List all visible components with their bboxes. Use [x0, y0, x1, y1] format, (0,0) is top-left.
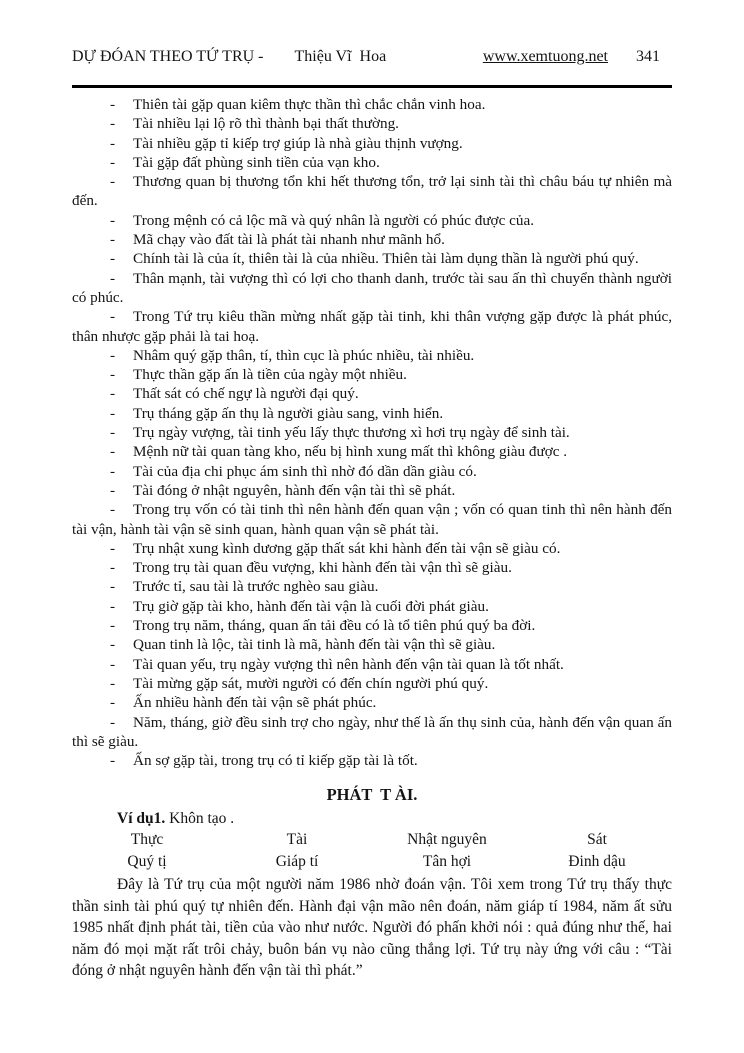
author-name: Thiệu Vĩ Hoa [294, 48, 387, 65]
page-header [72, 46, 672, 68]
list-item [72, 500, 672, 539]
list-item-text: Thất sát có chế ngự là người đại quý. [133, 385, 359, 403]
list-item-text: Trong trụ năm, tháng, quan ấn tải đều có là tổ tiên phú quý ba đời. [133, 617, 536, 635]
dash-bullet: - [110, 269, 116, 287]
pillar-value: Tân hợi [422, 853, 472, 871]
dash-bullet: - [110, 713, 116, 731]
dash-bullet: - [110, 346, 116, 364]
list-item [72, 751, 672, 770]
list-item [72, 423, 672, 442]
pillar-role: Sát [587, 831, 607, 849]
pillar-value: Đinh dậu [568, 853, 626, 871]
dash-bullet: - [110, 250, 116, 268]
list-item [72, 693, 672, 712]
list-item-text: Tài quan yếu, trụ ngày vượng thì nên hành đến vận tài quan là tốt nhất. [133, 655, 564, 673]
dash-bullet: - [110, 366, 116, 384]
page-number: 341 [636, 48, 660, 65]
list-item-text: Quan tinh là lộc, tài tinh là mã, hành đến tài vận thì sẽ giàu. [133, 636, 496, 654]
list-item-text: Trong trụ vốn có tài tinh thì nên hành đến quan vận ; vốn có quan tinh thì nên hành đến tài vận, hành tài vận sẽ sinh quan, hành quan vận sẽ phát tài. [72, 501, 672, 538]
pillar-value: Giáp tí [275, 853, 319, 871]
dash-bullet: - [110, 559, 116, 577]
dash-bullet: - [110, 578, 116, 596]
list-item-text: Thương quan bị thương tổn khi hết thương tổn, trở lại sinh tài thì châu báu tự nhiên mà đến. [72, 173, 672, 210]
list-item [72, 481, 672, 500]
dash-bullet: - [110, 443, 116, 461]
list-item [72, 346, 672, 365]
list-item-text: Thực thần gặp ấn là tiền của ngày một nhiều. [133, 366, 407, 384]
pillar-table [72, 829, 672, 873]
list-item [72, 674, 672, 693]
example-text: Khôn tạo . [165, 810, 235, 828]
list-item [72, 230, 672, 249]
dash-bullet: - [110, 424, 116, 442]
dash-bullet: - [110, 539, 116, 557]
dash-bullet: - [110, 115, 116, 133]
book-title: DỰ ĐÓAN THEO TỨ TRỤ - [72, 48, 264, 65]
dash-bullet: - [110, 481, 116, 499]
list-item [72, 539, 672, 558]
list-item-text: Tài nhiều gặp tỉ kiếp trợ giúp là nhà giàu thịnh vượng. [133, 134, 463, 152]
example-label: Ví dụ1. [117, 810, 166, 828]
list-item [72, 211, 672, 230]
list-item-text: Mệnh nữ tài quan tàng kho, nếu bị hình xung mất thì không giàu được . [133, 443, 568, 461]
list-item-text: Thân mạnh, tài vượng thì có lợi cho thanh danh, trước tài sau ấn thì chuyển thành người có phúc. [72, 269, 672, 306]
dash-bullet: - [110, 462, 116, 480]
pillar-value: Quý tị [127, 853, 167, 871]
list-item [72, 713, 672, 752]
list-item [72, 365, 672, 384]
list-item [72, 597, 672, 616]
dash-bullet: - [110, 617, 116, 635]
dash-bullet: - [110, 501, 116, 519]
dash-bullet: - [110, 404, 116, 422]
list-item [72, 577, 672, 596]
dash-bullet: - [110, 385, 116, 403]
pillar-role: Tài [286, 831, 308, 849]
dash-bullet: - [110, 636, 116, 654]
list-item-text: Trong trụ tài quan đều vượng, khi hành đến tài vận thì sẽ giàu. [133, 559, 512, 577]
dash-bullet: - [110, 674, 116, 692]
dash-bullet: - [110, 96, 116, 113]
list-item-text: Trong Tứ trụ kiêu thần mừng nhất gặp tài tinh, khi thân vượng gặp được là phát phúc, thân nhược gặp phải là tai hoạ. [72, 308, 672, 345]
website-link[interactable]: www.xemtuong.net [482, 48, 608, 65]
list-item [72, 134, 672, 153]
list-item [72, 384, 672, 403]
section-heading: PHÁT T ÀI. [326, 785, 418, 805]
list-item [72, 442, 672, 461]
list-item-text: Mã chạy vào đất tài là phát tài nhanh như mãnh hổ. [133, 231, 445, 249]
example-line [117, 808, 672, 829]
list-item [72, 153, 672, 172]
list-item-text: Trước tỉ, sau tài là trước nghèo sau giàu. [133, 578, 379, 596]
list-item-text: Chính tài là của ít, thiên tài là của nhiều. Thiên tài làm dụng thần là người phú quý. [133, 250, 639, 268]
statement-list [72, 95, 672, 770]
dash-bullet: - [110, 134, 116, 152]
list-item [72, 655, 672, 674]
dash-bullet: - [110, 597, 116, 615]
list-item-text: Ấn nhiều hành đến tài vận sẽ phát phúc. [133, 694, 377, 712]
dash-bullet: - [110, 694, 116, 712]
list-item-text: Tài của địa chi phục ám sinh thì nhờ đó dần dần giàu có. [133, 462, 477, 480]
list-item [72, 558, 672, 577]
list-item-text: Ấn sợ gặp tài, trong trụ có tỉ kiếp gặp tài là tốt. [133, 752, 418, 770]
header-divider [72, 85, 672, 88]
dash-bullet: - [110, 211, 116, 229]
dash-bullet: - [110, 231, 116, 249]
list-item [72, 307, 672, 346]
list-item [72, 462, 672, 481]
pillar-role: Nhật nguyên [407, 831, 487, 849]
list-item-text: Trụ nhật xung kình dương gặp thất sát khi hành đến tài vận sẽ giàu có. [133, 539, 561, 557]
pillar-role: Thực [130, 831, 164, 849]
list-item [72, 616, 672, 635]
list-item-text: Trụ tháng gặp ấn thụ là người giàu sang, vinh hiển. [133, 404, 444, 422]
list-item-text: Trụ ngày vượng, tài tinh yếu lấy thực thương xì hơi trụ ngày để sinh tài. [133, 424, 570, 442]
dash-bullet: - [110, 308, 116, 326]
list-item [72, 95, 672, 114]
dash-bullet: - [110, 752, 116, 770]
list-item [72, 635, 672, 654]
list-item-text: Tài nhiều lại lộ rõ thì thành bại thất thường. [133, 115, 399, 133]
list-item-text: Thiên tài gặp quan kiêm thực thần thì chắc chắn vinh hoa. [133, 96, 486, 113]
list-item [72, 114, 672, 133]
dash-bullet: - [110, 173, 116, 191]
dash-bullet: - [110, 153, 116, 171]
list-item [72, 249, 672, 268]
list-item-text: Trụ giờ gặp tài kho, hành đến tài vận là cuối đời phát giàu. [133, 597, 489, 615]
list-item-text: Năm, tháng, giờ đều sinh trợ cho ngày, như thế là ấn thụ sinh của, hành đến vận quan ấn thì sẽ giàu. [72, 713, 672, 750]
list-item-text: Nhâm quý gặp thân, tí, thìn cục là phúc nhiều, tài nhiều. [133, 346, 475, 364]
list-item-text: Tài đóng ở nhật nguyên, hành đến vận tài thì sẽ phát. [133, 481, 456, 499]
dash-bullet: - [110, 655, 116, 673]
analysis-paragraph: Đây là Tứ trụ của một người năm 1986 nhờ đoán vận. Tôi xem trong Tứ trụ thấy thực thần sinh tài phú quý tự nhiên đến. Hành đại vận mão nên đoán, năm giáp tí 1984, năm ất sửu 1985 nhất định phát tài, tiền của vào như nước. Người đó phấn khởi nói : quả đúng như thế, hai năm đó mọi mặt rất trôi chảy, buôn bán vụ nào cũng thắng lợi. Tứ trụ này ứng với câu : “Tài đóng ở nhật nguyên hành đến vận tài thì phát.” [72, 876, 672, 980]
list-item [72, 404, 672, 423]
list-item [72, 172, 672, 211]
list-item [72, 269, 672, 308]
list-item-text: Tài gặp đất phùng sinh tiền của vạn kho. [133, 153, 380, 171]
list-item-text: Tài mừng gặp sát, mười người có đến chín người phú quý. [133, 674, 489, 692]
list-item-text: Trong mệnh có cả lộc mã và quý nhân là người có phúc được của. [133, 211, 534, 229]
